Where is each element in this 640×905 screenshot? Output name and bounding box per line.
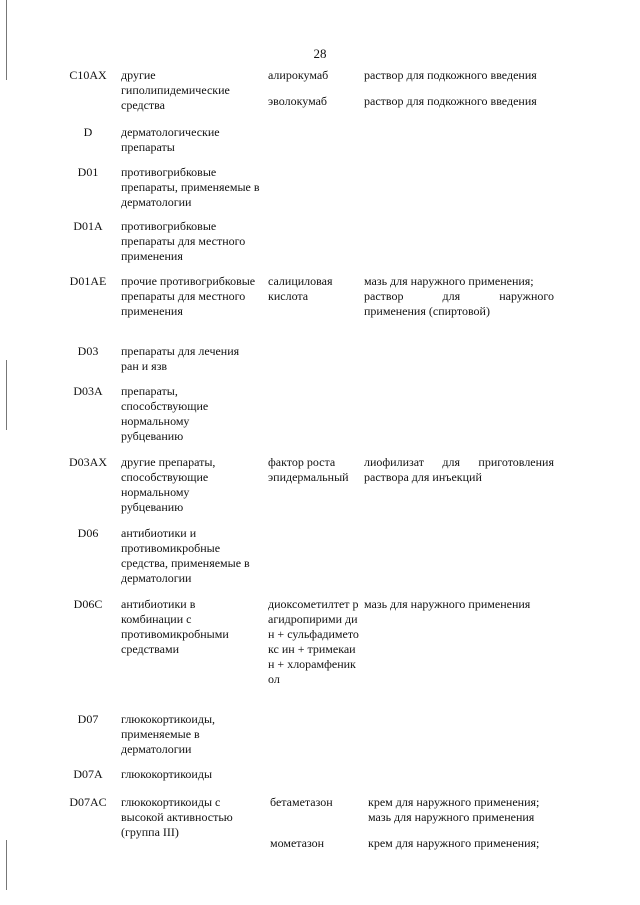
dosage-form: мазь для наружного применения — [368, 810, 535, 824]
atc-code: D03A — [73, 384, 103, 398]
margin-mark — [6, 840, 7, 890]
dosage-form: лиофилизат для приготовления — [364, 455, 554, 469]
atc-code: D07AC — [69, 795, 107, 809]
dosage-forms — [364, 597, 554, 612]
group-name: другие гиполипидемические средства — [121, 68, 230, 112]
group-name: антибиотики в комбинации с противомикробными средствами — [121, 597, 229, 656]
dosage-forms — [364, 68, 554, 83]
group-name: глюкокортикоиды, применяемые в дерматологии — [121, 712, 216, 756]
group-name: противогрибковые препараты, применяемые в дерматологии — [121, 165, 260, 209]
drug-name: фактор роста эпидермальный — [268, 455, 349, 484]
group-name: антибиотики и противомикробные средства, применяемые в дерматологии — [121, 526, 250, 585]
atc-code: D07 — [77, 712, 99, 726]
dosage-form: применения (спиртовой) — [364, 304, 490, 318]
page-number: 28 — [313, 46, 327, 61]
dosage-forms — [364, 94, 554, 109]
dosage-form: раствор для подкожного введения — [364, 68, 537, 82]
dosage-form: мазь для наружного применения — [364, 597, 531, 611]
atc-code: D01 — [77, 165, 99, 179]
dosage-forms — [368, 795, 558, 825]
atc-code: D06 — [77, 526, 99, 540]
group-name: дерматологические препараты — [121, 125, 220, 154]
group-name: глюкокортикоиды с высокой активностью (группа III) — [121, 795, 233, 839]
margin-mark — [6, 0, 7, 80]
drug-name: салициловая кислота — [268, 274, 333, 303]
drug-name: алирокумаб — [268, 68, 329, 82]
group-name: препараты для лечения ран и язв — [121, 344, 240, 373]
dosage-forms — [368, 836, 558, 851]
dosage-forms — [364, 274, 554, 319]
group-name: прочие противогрибковые препараты для местного применения — [121, 274, 256, 318]
group-name: глюкокортикоиды — [121, 767, 213, 781]
dosage-form: крем для наружного применения; — [368, 795, 540, 809]
drug-name: диоксометилтет рагидропирими дин + сульфадиметокс ин + тримекаин + хлорамфеникол — [268, 597, 359, 686]
dosage-form: раствора для инъекций — [364, 470, 482, 484]
atc-code: C10AX — [69, 68, 107, 82]
atc-code: D07A — [73, 767, 103, 781]
atc-code: D03AX — [69, 455, 107, 469]
group-name: противогрибковые препараты для местного применения — [121, 219, 246, 263]
dosage-form: раствор для подкожного введения — [364, 94, 537, 108]
dosage-form: крем для наружного применения; — [368, 836, 540, 850]
atc-code: D — [83, 125, 93, 139]
drug-name: бетаметазон — [270, 795, 333, 809]
drug-name: эволокумаб — [268, 94, 328, 108]
atc-code: D06C — [73, 597, 103, 611]
dosage-form: раствор для наружного — [364, 289, 554, 303]
atc-code: D01AE — [69, 274, 107, 288]
group-name: другие препараты, способствующие нормальному рубцеванию — [121, 455, 216, 514]
group-name: препараты, способствующие нормальному рубцеванию — [121, 384, 209, 443]
dosage-form: мазь для наружного применения; — [364, 274, 534, 288]
atc-code: D03 — [77, 344, 99, 358]
atc-code: D01A — [73, 219, 103, 233]
dosage-forms — [364, 455, 554, 485]
margin-mark — [6, 360, 7, 430]
drug-name: мометазон — [270, 836, 325, 850]
